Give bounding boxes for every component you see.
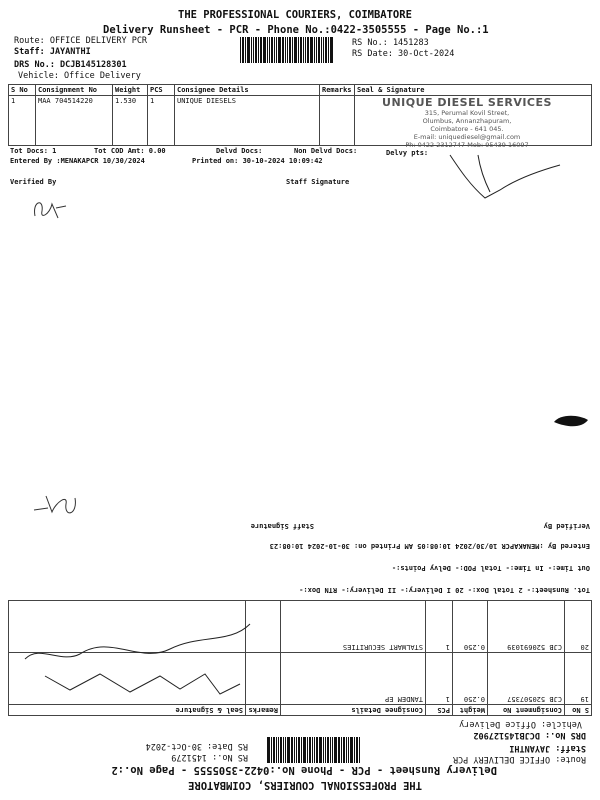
rs-date: RS Date: 30-Oct-2024 bbox=[145, 741, 248, 751]
drs-number: DRS No.: DCJB145128301 bbox=[14, 60, 127, 70]
col-header: Seal & Signature bbox=[9, 705, 246, 716]
company-title: THE PROFESSIONAL COURIERS, COIMBATORE bbox=[178, 9, 412, 21]
cell-pcs: 1 bbox=[426, 601, 453, 653]
cell-consignee: TANDEM EP bbox=[281, 653, 426, 705]
table-header-row bbox=[9, 85, 592, 96]
staff-text: Staff: JAYANTHI bbox=[14, 47, 91, 57]
route-text: Route: OFFICE DELIVERY PCR bbox=[14, 36, 148, 46]
runsheet-title: Delivery Runsheet - PCR - Phone No.:0422-3505555 - Page No.:1 bbox=[103, 24, 489, 36]
cell-sno: 19 bbox=[565, 653, 592, 705]
stamp-line: Ph: 0422 2312747 Mob: 95439 16097 bbox=[405, 141, 529, 149]
stamp-line: E-mail: uniquediesel@gmail.com bbox=[413, 133, 521, 141]
route-text: Route: OFFICE DELIVERY PCR bbox=[452, 754, 586, 764]
barcode-icon bbox=[252, 737, 360, 763]
entered-by: Entered By :MENAKAPCR 10/30/2024 bbox=[10, 157, 145, 165]
company-stamp bbox=[372, 96, 562, 149]
cell-pcs: 1 bbox=[148, 96, 175, 146]
table-header-row bbox=[9, 705, 592, 716]
summary-line: Tot. Runsheet:- 2 Total Dox:- 20 I Delivery:- II Delivery:- RTN Dox:- bbox=[299, 586, 590, 594]
delvy-pts: Delvy pts: bbox=[386, 149, 429, 157]
cell-weight: 0.250 bbox=[453, 653, 488, 705]
verified-by-label: Verified By bbox=[10, 178, 57, 186]
company-title: THE PROFESSIONAL COURIERS, COIMBATORE bbox=[188, 779, 422, 791]
col-header: Seal & Signature bbox=[355, 85, 592, 96]
handwritten-scribble bbox=[20, 604, 260, 704]
verified-by-label: Verified By bbox=[543, 522, 590, 530]
second-runsheet bbox=[0, 400, 600, 800]
cell-weight: 0.250 bbox=[453, 601, 488, 653]
cell-sno: 1 bbox=[9, 96, 36, 146]
cell-pcs: 1 bbox=[426, 653, 453, 705]
cell-consignment: MAA 704514220 bbox=[36, 96, 113, 146]
non-delvd-docs: Non Delvd Docs: bbox=[294, 147, 358, 155]
stamp-name: UNIQUE DIESEL SERVICES bbox=[382, 96, 552, 109]
drs-number: DRS No.: DCJB145127902 bbox=[473, 730, 586, 740]
summary-line: Out Time:- In Time:- Total POD:- Delvy Points:- bbox=[391, 564, 590, 572]
col-header: Weight bbox=[453, 705, 488, 716]
col-header: Consignment No bbox=[36, 85, 113, 96]
cell-consignee: STALWART SECURITIES bbox=[281, 601, 426, 653]
col-header: Consignee Details bbox=[281, 705, 426, 716]
stamp-line: Coimbatore - 641 045. bbox=[430, 125, 504, 133]
barcode-icon bbox=[240, 37, 348, 63]
cell-consignment: CJB 520507357 bbox=[488, 653, 565, 705]
tot-cod: Tot COD Amt: 0.00 bbox=[94, 147, 166, 155]
cell-remarks bbox=[320, 96, 355, 146]
cell-weight: 1.530 bbox=[113, 96, 148, 146]
vehicle-text: Vehicle: Office Delivery bbox=[459, 719, 582, 729]
col-header: Consignee Details bbox=[175, 85, 320, 96]
staff-signature-label: Staff Signature bbox=[286, 178, 350, 186]
rs-number: RS No.: 1451283 bbox=[352, 38, 429, 48]
col-header: S No bbox=[9, 85, 36, 96]
col-header: PCS bbox=[426, 705, 453, 716]
delvd-docs: Delvd Docs: bbox=[216, 147, 263, 155]
col-header: PCS bbox=[148, 85, 175, 96]
tot-docs: Tot Docs: 1 bbox=[10, 147, 57, 155]
printed-on: Printed on: 30-10-2024 10:09:42 bbox=[192, 157, 323, 165]
col-header: Remarks bbox=[320, 85, 355, 96]
col-header: Consignment No bbox=[488, 705, 565, 716]
cell-sno: 20 bbox=[565, 601, 592, 653]
initials-scribble bbox=[30, 490, 80, 520]
staff-signature-label: Staff Signature bbox=[250, 522, 314, 530]
ink-blot bbox=[550, 412, 590, 430]
rs-date: RS Date: 30-Oct-2024 bbox=[352, 49, 455, 59]
vehicle-text: Vehicle: Office Delivery bbox=[18, 71, 141, 81]
stamp-line: Olumbus, Annanzhapuram, bbox=[422, 117, 512, 125]
staff-text: Staff: JAYANTHI bbox=[509, 743, 586, 753]
cell-consignment: CJB 520691039 bbox=[488, 601, 565, 653]
initials-scribble bbox=[30, 196, 70, 226]
col-header: S No bbox=[565, 705, 592, 716]
col-header: Remarks bbox=[246, 705, 281, 716]
col-header: Weight bbox=[113, 85, 148, 96]
rs-number: RS No.: 1451279 bbox=[171, 752, 248, 762]
signature-scribble bbox=[440, 150, 570, 210]
runsheet-title: Delivery Runsheet - PCR - Phone No.:0422-3505555 - Page No.:2 bbox=[111, 764, 497, 776]
cell-consignee: UNIQUE DIESELS bbox=[175, 96, 320, 146]
entered-by: Entered By :MENAKAPCR 10/30/2024 10:08:05 AM Printed on: 30-10-2024 10:08:23 bbox=[269, 542, 590, 550]
stamp-line: 315, Perumal Kovil Street, bbox=[424, 109, 510, 117]
